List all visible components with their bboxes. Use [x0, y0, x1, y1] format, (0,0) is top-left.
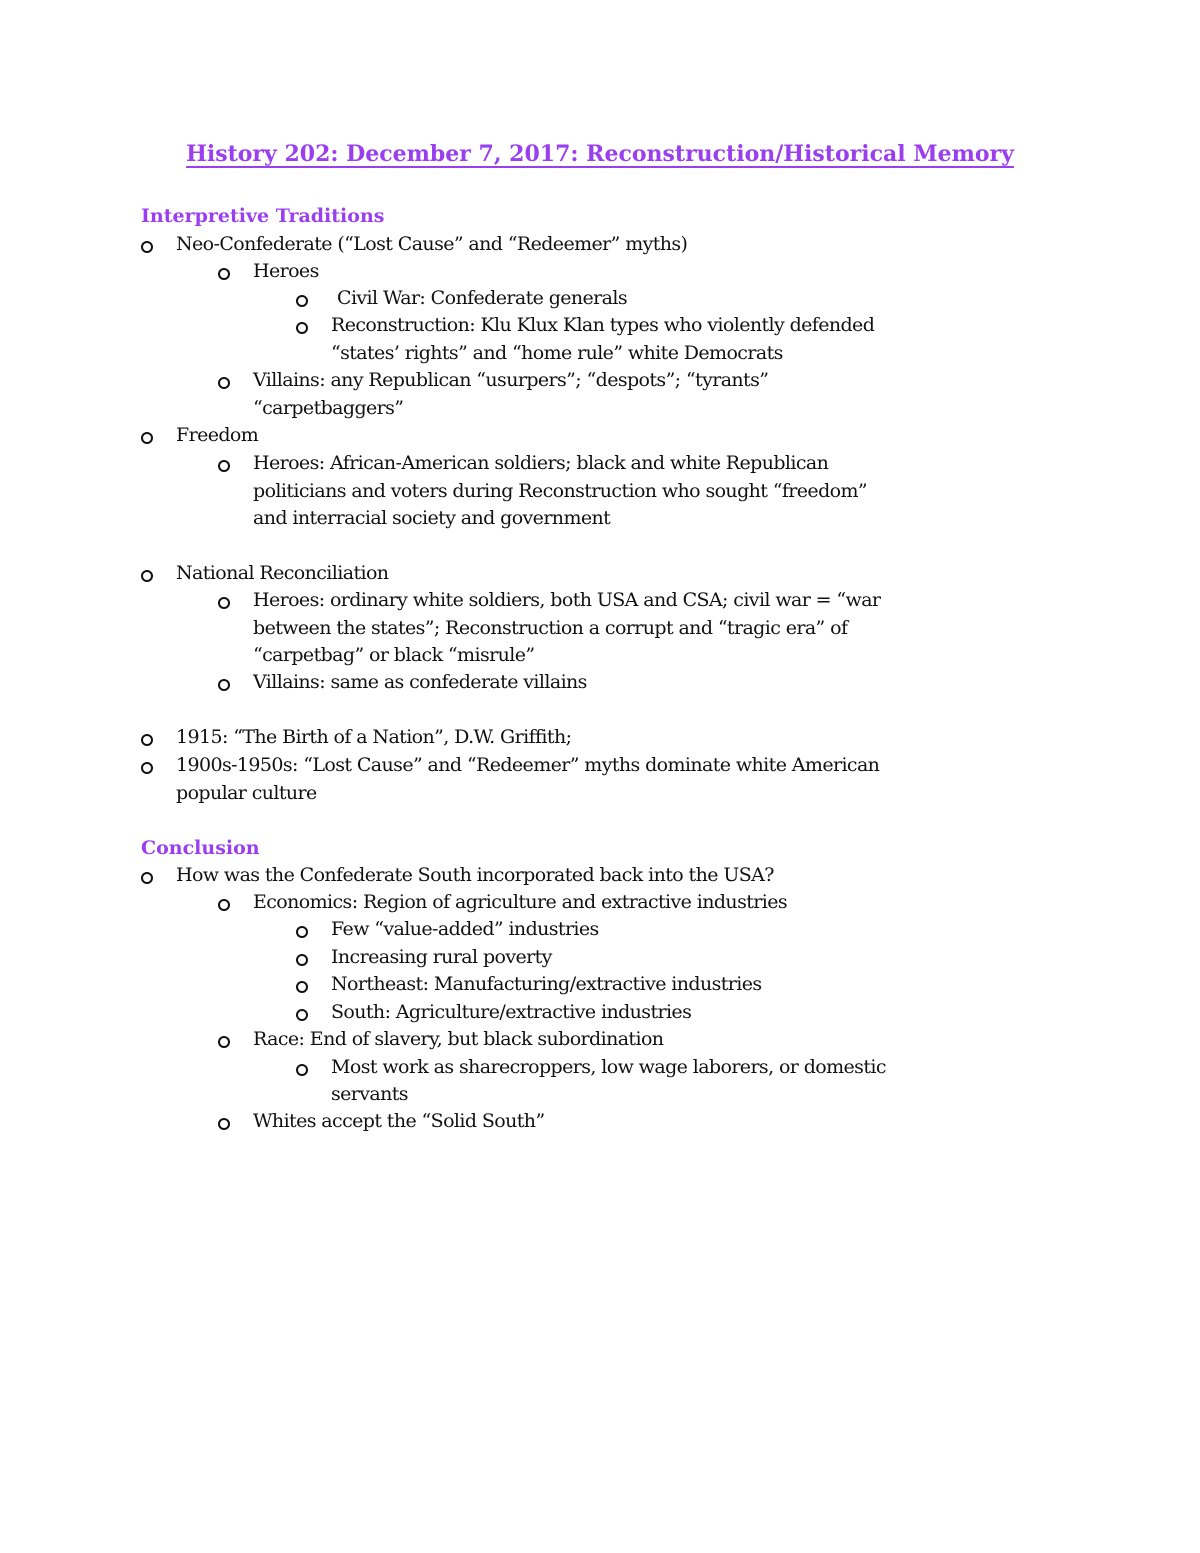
bullet-icon: [218, 377, 230, 389]
bullet-icon: [296, 295, 308, 307]
section-heading-interpretive: Interpretive Traditions: [141, 205, 385, 227]
bullet-icon: [141, 432, 153, 444]
list-item-continuation: “states’ rights” and “home rule” white Democrats: [331, 342, 783, 364]
list-item: Villains: any Republican “usurpers”; “despots”; “tyrants”: [253, 369, 769, 391]
list-item-continuation: and interracial society and government: [253, 507, 611, 529]
list-item: Heroes: African-American soldiers; black and white Republican: [253, 452, 829, 474]
page-title: History 202: December 7, 2017: Reconstruction/Historical Memory: [186, 141, 1014, 167]
list-item: How was the Confederate South incorporated back into the USA?: [176, 864, 774, 886]
list-item: Economics: Region of agriculture and extractive industries: [253, 891, 788, 913]
list-item: Whites accept the “Solid South”: [253, 1110, 545, 1132]
list-item: Race: End of slavery, but black subordination: [253, 1028, 664, 1050]
bullet-icon: [296, 926, 308, 938]
list-item: Northeast: Manufacturing/extractive industries: [331, 973, 762, 995]
bullet-icon: [218, 679, 230, 691]
bullet-icon: [296, 322, 308, 334]
bullet-icon: [218, 899, 230, 911]
bullet-icon: [296, 1009, 308, 1021]
list-item: Civil War: Confederate generals: [337, 287, 628, 309]
bullet-icon: [141, 762, 153, 774]
list-item: Heroes: ordinary white soldiers, both USA and CSA; civil war = “war: [253, 589, 881, 611]
list-item-continuation: “carpetbaggers”: [253, 397, 404, 419]
list-item: Increasing rural poverty: [331, 946, 552, 968]
bullet-icon: [141, 734, 153, 746]
list-item: 1915: “The Birth of a Nation”, D.W. Griffith;: [176, 726, 572, 748]
list-item-continuation: servants: [331, 1083, 408, 1105]
list-item: Heroes: [253, 260, 319, 282]
bullet-icon: [296, 1064, 308, 1076]
bullet-icon: [141, 241, 153, 253]
list-item: Neo-Confederate (“Lost Cause” and “Redeemer” myths): [176, 233, 688, 255]
list-item-continuation: politicians and voters during Reconstruction who sought “freedom”: [253, 480, 867, 502]
bullet-icon: [218, 268, 230, 280]
list-item-continuation: between the states”; Reconstruction a corrupt and “tragic era” of: [253, 617, 848, 639]
bullet-icon: [141, 570, 153, 582]
list-item: Freedom: [176, 424, 259, 446]
bullet-icon: [218, 1036, 230, 1048]
list-item: National Reconciliation: [176, 562, 389, 584]
list-item: Few “value-added” industries: [331, 918, 599, 940]
bullet-icon: [218, 1118, 230, 1130]
list-item: 1900s-1950s: “Lost Cause” and “Redeemer” myths dominate white American: [176, 754, 880, 776]
bullet-icon: [141, 872, 153, 884]
bullet-icon: [296, 954, 308, 966]
bullet-icon: [218, 597, 230, 609]
section-heading-conclusion: Conclusion: [141, 837, 260, 859]
bullet-icon: [218, 460, 230, 472]
list-item: Most work as sharecroppers, low wage laborers, or domestic: [331, 1056, 886, 1078]
bullet-icon: [296, 981, 308, 993]
list-item: South: Agriculture/extractive industries: [331, 1001, 692, 1023]
list-item-continuation: “carpetbag” or black “misrule”: [253, 644, 535, 666]
list-item: Reconstruction: Klu Klux Klan types who violently defended: [331, 314, 875, 336]
list-item: Villains: same as confederate villains: [253, 671, 587, 693]
list-item-continuation: popular culture: [176, 782, 317, 804]
